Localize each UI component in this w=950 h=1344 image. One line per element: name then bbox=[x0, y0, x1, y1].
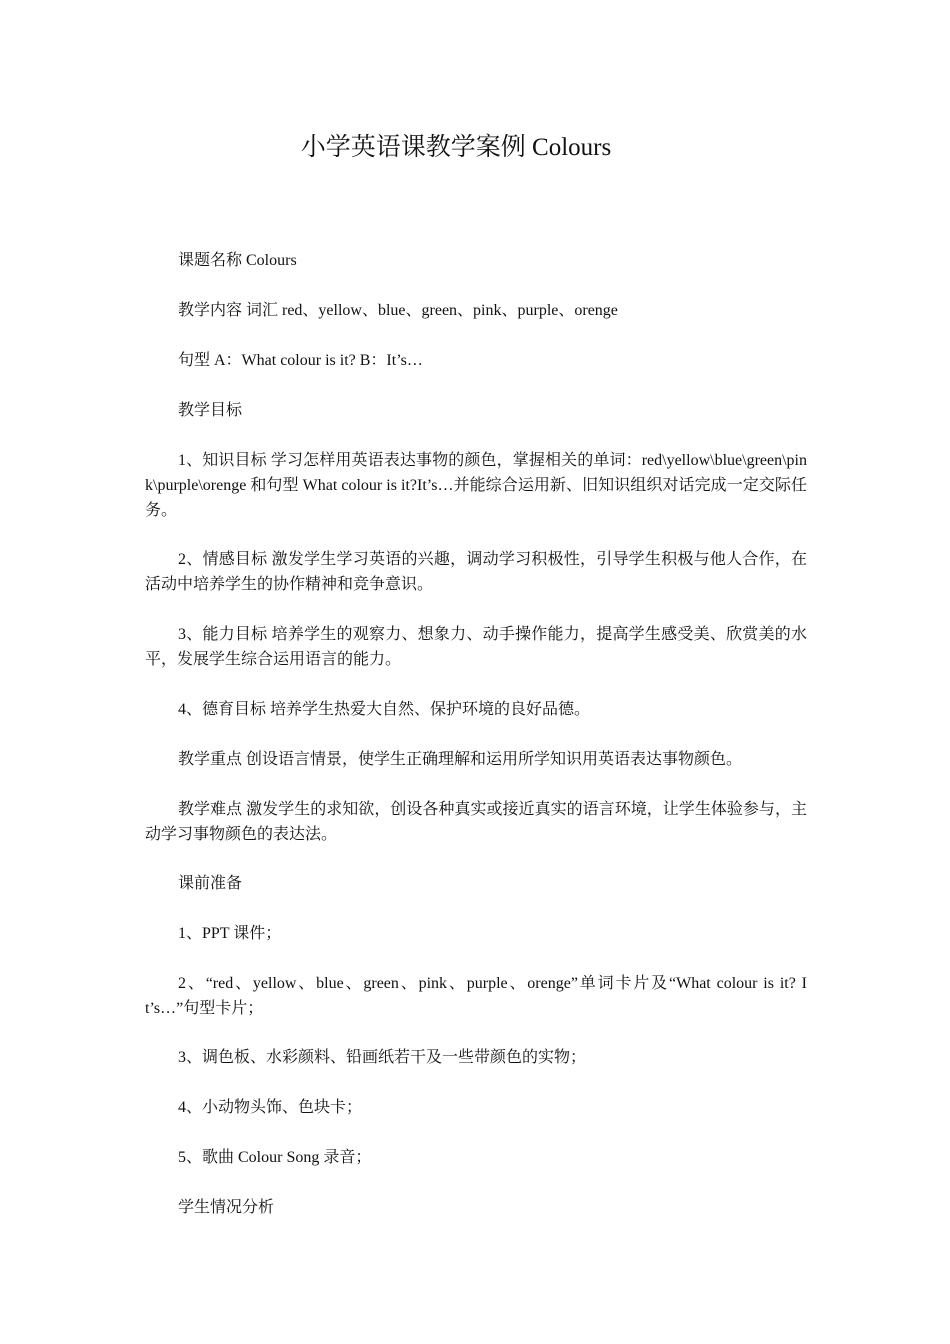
paragraph-prep-palette: 3、调色板、水彩颜料、铅画纸若干及一些带颜色的实物； bbox=[178, 1049, 587, 1066]
paragraph-content-vocabulary: 教学内容 词汇 red、yellow、blue、green、pink、purple、orenge bbox=[178, 302, 618, 319]
paragraph-topic: 课题名称 Colours bbox=[178, 252, 297, 269]
paragraph-knowledge-objective: 1、知识目标 学习怎样用英语表达事物的颜色，掌握相关的单词：red\yellow\blue\green\pink\purple\orenge 和句型 What colour is it?It’s…并能综合运用新、旧知识组织对话完成一定交际任务。 bbox=[145, 452, 807, 519]
heading-teaching-objectives: 教学目标 bbox=[178, 402, 243, 419]
heading-student-analysis: 学生情况分析 bbox=[178, 1199, 275, 1216]
paragraph-sentence-pattern: 句型 A：What colour is it? B：It’s… bbox=[178, 352, 423, 369]
document-title: 小学英语课教学案例 Colours bbox=[300, 134, 612, 161]
paragraph-key-points: 教学重点 创设语言情景，使学生正确理解和运用所学知识用英语表达事物颜色。 bbox=[178, 751, 743, 768]
paragraph-moral-objective: 4、德育目标 培养学生热爱大自然、保护环境的良好品德。 bbox=[178, 701, 591, 718]
paragraph-emotional-objective: 2、情感目标 激发学生学习英语的兴趣，调动学习积极性，引导学生积极与他人合作，在活动中培养学生的协作精神和竞争意识。 bbox=[145, 551, 807, 593]
paragraph-ability-objective: 3、能力目标 培养学生的观察力、想象力、动手操作能力，提高学生感受美、欣赏美的水平，发展学生综合运用语言的能力。 bbox=[145, 626, 807, 668]
heading-preparation: 课前准备 bbox=[178, 875, 243, 892]
paragraph-prep-song: 5、歌曲 Colour Song 录音； bbox=[178, 1149, 372, 1166]
paragraph-prep-cards: 2、“red、yellow、blue、green、pink、purple、orenge”单词卡片及“What colour is it? It’s…”句型卡片； bbox=[145, 975, 807, 1017]
paragraph-prep-ppt: 1、PPT 课件； bbox=[178, 925, 282, 942]
paragraph-difficult-points: 教学难点 激发学生的求知欲，创设各种真实或接近真实的语言环境，让学生体验参与，主动学习事物颜色的表达法。 bbox=[145, 801, 807, 843]
paragraph-prep-headwear: 4、小动物头饰、色块卡； bbox=[178, 1099, 363, 1116]
